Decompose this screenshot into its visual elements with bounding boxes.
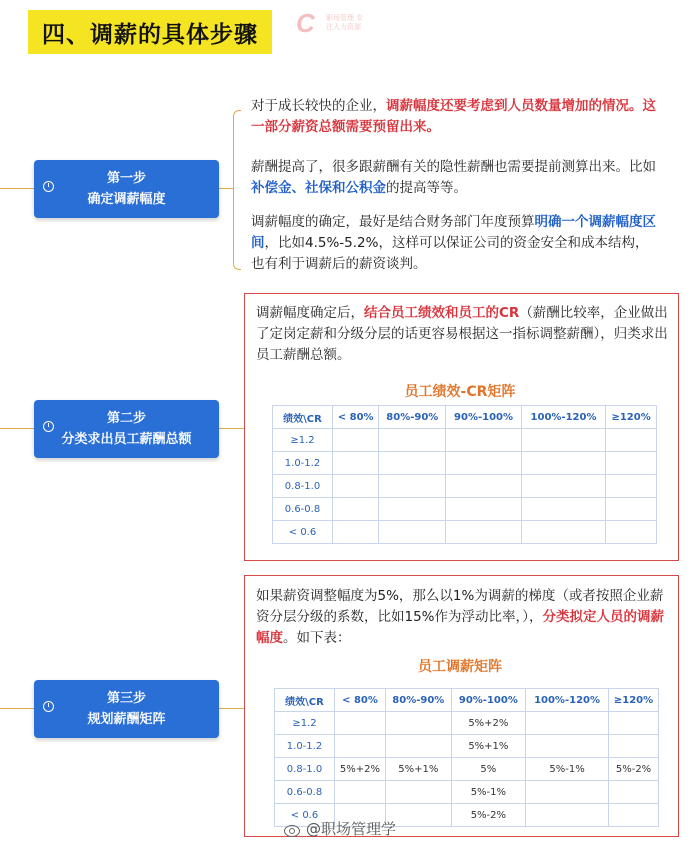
table-cell [333,521,379,544]
column-header: 80%-90% [385,689,451,712]
connector-line [219,428,244,429]
column-header: 绩效\CR [273,406,333,429]
table-cell [379,429,446,452]
table-cell: 5%-2% [451,804,525,827]
row-label: 1.0-1.2 [275,735,335,758]
table-cell [521,429,605,452]
table-cell: 5%+1% [385,758,451,781]
table-cell [521,452,605,475]
table-cell [385,735,451,758]
table-cell [606,475,657,498]
step1-paragraph-3 [251,212,656,275]
table-cell [609,781,659,804]
table-row [273,429,657,452]
table-cell [446,429,522,452]
table-cell [609,804,659,827]
highlight-blue: 补偿金、社保和公积金 [251,180,386,196]
table-cell: 5%-2% [609,758,659,781]
connector-line [219,188,233,189]
step2-label: 分类求出员工薪酬总额 [61,432,192,447]
clock-icon [43,701,54,712]
table-cell [446,475,522,498]
step1-label: 确定调薪幅度 [87,192,166,207]
table-cell [606,498,657,521]
table-cell [526,712,609,735]
column-header: 80%-90% [379,406,446,429]
table-header-row [275,689,659,712]
weibo-icon [282,822,302,836]
table-cell: 5%-1% [526,758,609,781]
table-cell [446,498,522,521]
step3-box [34,680,219,738]
text-segment: 薪酬提高了，很多跟薪酬有关的隐性薪酬也需要提前测算出来。比如 [251,159,656,175]
row-label: 0.8-1.0 [275,758,335,781]
table-row [275,781,659,804]
highlight-red: 调薪幅度还要考虑到人员数量增加的情况。这一部分薪资总额需要预留出来。 [251,98,656,135]
column-header: 绩效\CR [275,689,335,712]
table-cell [379,498,446,521]
step2-box [34,400,219,458]
watermark-logo [296,8,363,48]
table-cell [609,735,659,758]
matrix2-title: 员工调薪矩阵 [418,659,502,675]
table-cell: 5%+2% [451,712,525,735]
column-header: 90%-100% [446,406,522,429]
page-title: 四、调薪的具体步骤 [42,21,258,48]
table-cell: 5%+1% [451,735,525,758]
text-segment: 调薪幅度的确定，最好是结合财务部门年度预算 [251,214,535,230]
table-cell [335,735,386,758]
connector-line [0,428,34,429]
connector-line [219,708,244,709]
connector-line [0,708,34,709]
table-cell [379,452,446,475]
table-cell [526,781,609,804]
table-cell [446,521,522,544]
footer-watermark [282,818,396,839]
table-cell [526,804,609,827]
footer-watermark-text: @职场管理学 [306,820,397,838]
table-cell [333,475,379,498]
matrix1-title: 员工绩效-CR矩阵 [404,384,516,400]
table-row [273,498,657,521]
table-row [275,712,659,735]
table-cell [446,452,522,475]
clock-icon [43,181,54,192]
row-label: ≥1.2 [273,429,333,452]
row-label: 0.6-0.8 [275,781,335,804]
text-segment: 的提高等等。 [386,180,467,196]
table-row [273,475,657,498]
row-label: 0.6-0.8 [273,498,333,521]
table-cell [521,475,605,498]
matrix2-table [274,688,659,827]
page-title-banner [28,10,272,54]
step1-paragraph-1 [251,96,656,138]
step1-bracket [233,110,241,270]
table-cell [521,521,605,544]
table-cell [379,521,446,544]
column-header: ≥120% [606,406,657,429]
clock-icon [43,421,54,432]
highlight-blue: 明确一个调薪幅度区间 [251,214,656,251]
row-label: ≥1.2 [275,712,335,735]
row-label: 0.8-1.0 [273,475,333,498]
table-cell [333,429,379,452]
text-segment: 对于成长较快的企业， [251,98,386,114]
step1-number: 第一步 [106,171,146,186]
text-segment: 如果薪资调整幅度为5%，那么以1%为调薪的梯度（或者按照企业薪资分层分级的系数，比如15%作为浮动比率，）， [256,588,664,625]
table-cell: 5% [451,758,525,781]
table-header-row [273,406,657,429]
table-cell [606,521,657,544]
table-cell [385,781,451,804]
row-label: 1.0-1.2 [273,452,333,475]
table-cell [521,498,605,521]
step2-paragraph [256,303,671,366]
table-row [275,758,659,781]
table-cell [333,498,379,521]
step1-box [34,160,219,218]
table-row [275,735,659,758]
table-cell [526,735,609,758]
table-cell [335,781,386,804]
highlight-red: 结合员工绩效和员工的CR [364,305,520,321]
step1-paragraph-2 [251,157,656,199]
step2-number: 第二步 [106,411,146,426]
table-row [273,452,657,475]
watermark-logo-text: 职场管理 专注人力资源 [326,15,363,31]
table-cell [606,429,657,452]
row-label: < 0.6 [275,804,335,827]
text-segment: ，比如4.5%-5.2%，这样可以保证公司的资金安全和成本结构，也有利于调薪后的薪资谈判。 [251,235,649,272]
table-cell: 5%-1% [451,781,525,804]
column-header: ≥120% [609,689,659,712]
column-header: 100%-120% [526,689,609,712]
step3-label: 规划薪酬矩阵 [87,712,166,727]
column-header: 90%-100% [451,689,525,712]
text-segment: 调薪幅度确定后， [256,305,364,321]
row-label: < 0.6 [273,521,333,544]
step3-paragraph [256,586,671,649]
table-row [273,521,657,544]
column-header: < 80% [335,689,386,712]
table-cell [335,712,386,735]
table-cell [606,452,657,475]
column-header: < 80% [333,406,379,429]
watermark-logo-letter: C [296,8,315,38]
column-header: 100%-120% [521,406,605,429]
table-cell [379,475,446,498]
table-cell [609,712,659,735]
table-cell [333,452,379,475]
connector-line [0,188,34,189]
step3-number: 第三步 [106,691,146,706]
text-segment: （薪酬比较率，企业做出了定岗定薪和分级分层的话更容易根据这一指标调整薪酬），归类求出员工薪酬总额。 [256,305,668,363]
text-segment: 。如下表： [283,630,351,646]
highlight-red: 分类拟定人员的调薪幅度 [256,609,665,646]
matrix1-table [272,405,657,544]
table-cell: 5%+2% [335,758,386,781]
table-cell [385,712,451,735]
